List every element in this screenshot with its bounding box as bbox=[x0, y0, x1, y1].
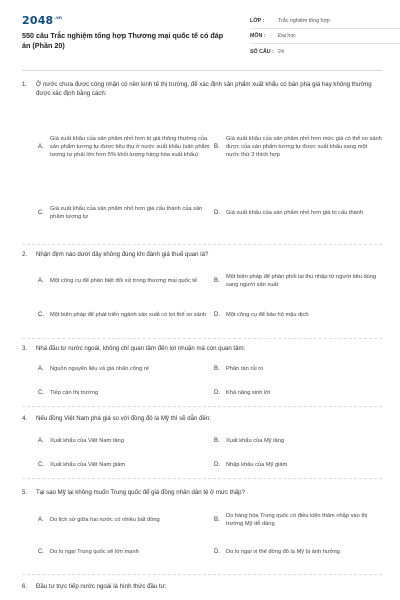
option-c[interactable] bbox=[38, 458, 218, 472]
option-text: Một biện pháp để phát triển ngành sản xuất có lợi thế so sánh bbox=[50, 311, 207, 318]
question-stem bbox=[22, 80, 382, 98]
question-text: Đầu tư trực tiếp nước ngoài là hình thức đầu tư: bbox=[36, 583, 167, 590]
option-a[interactable] bbox=[38, 434, 218, 448]
question-number: 6. bbox=[22, 583, 28, 590]
option-letter: C. bbox=[38, 208, 45, 216]
option-text: Một biện pháp để phân phối lại thu nhập từ người tiêu dùng sang người sản xuất bbox=[226, 273, 377, 288]
question-text: Nhà đầu tư nước ngoài, không chỉ quan tâm đến lợi nhuận mà còn quan tâm: bbox=[36, 345, 246, 352]
meta-value: Trắc nghiệm tổng hợp bbox=[278, 18, 330, 24]
meta-table bbox=[250, 14, 400, 59]
option-d[interactable] bbox=[214, 458, 382, 472]
question-5 bbox=[22, 488, 382, 497]
question-4 bbox=[22, 414, 382, 423]
option-letter: B. bbox=[214, 515, 220, 523]
meta-row-count bbox=[250, 44, 400, 59]
question-6 bbox=[22, 582, 382, 591]
question-2 bbox=[22, 250, 382, 259]
option-text: Xuất khẩu của Việt Nam tăng bbox=[50, 437, 124, 444]
option-letter: C. bbox=[38, 388, 45, 396]
question-separator bbox=[22, 406, 382, 407]
option-letter: D. bbox=[214, 208, 221, 216]
option-text: Khả năng sinh lời bbox=[226, 389, 271, 396]
meta-value: Đại học bbox=[278, 33, 296, 39]
option-d[interactable] bbox=[214, 386, 382, 400]
document-title: 550 câu Trắc nghiệm tổng hợp Thương mại quốc tế có đáp án (Phần 20) bbox=[22, 31, 224, 50]
option-a[interactable] bbox=[38, 110, 218, 184]
option-text: Phân tán rủi ro bbox=[226, 365, 264, 372]
question-separator bbox=[22, 338, 382, 339]
option-letter: A. bbox=[38, 276, 44, 284]
option-letter: B. bbox=[214, 142, 220, 150]
question-3-options bbox=[22, 362, 382, 402]
option-a[interactable] bbox=[38, 266, 218, 296]
question-number: 5. bbox=[22, 489, 28, 496]
question-text: Nếu đồng Việt Nam phá giá so với đồng đô la Mỹ thì sẽ dẫn đến: bbox=[36, 415, 211, 422]
option-text: Giá xuất khẩu của sản phẩm nhỏ hơn giá cấu thành của sản phẩm tương tự bbox=[50, 205, 203, 220]
option-text: Nguồn nguyên liệu và giá nhân công rẻ bbox=[50, 365, 149, 372]
option-b[interactable] bbox=[214, 266, 382, 296]
question-number: 3. bbox=[22, 345, 28, 352]
option-letter: B. bbox=[214, 436, 220, 444]
site-logo[interactable] bbox=[22, 14, 62, 27]
option-text: Do lo ngại vị thế đồng đô la Mỹ bị ảnh hưởng bbox=[226, 548, 340, 555]
option-letter: C. bbox=[38, 310, 45, 318]
option-letter: D. bbox=[214, 310, 221, 318]
option-text: Do lịch sử giữa hai nước có nhiều bất đồng bbox=[50, 516, 160, 523]
option-text: Một công cụ để bảo hộ mậu dịch bbox=[226, 311, 309, 318]
header-divider bbox=[22, 70, 382, 71]
question-stem bbox=[22, 250, 382, 259]
meta-row-subject bbox=[250, 29, 400, 44]
option-letter: C. bbox=[38, 460, 45, 468]
option-letter: D. bbox=[214, 460, 221, 468]
question-number: 2. bbox=[22, 251, 28, 258]
question-text: Nhận định nào dưới đây không đúng khi đánh giá thuế quan là? bbox=[36, 251, 209, 258]
option-b[interactable] bbox=[214, 110, 382, 184]
option-text: Giá xuất khẩu của sản phẩm nhỏ hơn giá trị cấu thành bbox=[226, 209, 364, 216]
question-4-options bbox=[22, 434, 382, 474]
question-separator bbox=[22, 244, 382, 245]
option-c[interactable] bbox=[38, 300, 218, 330]
meta-label: LỚP : bbox=[250, 18, 265, 24]
question-text: Tại sao Mỹ lại không muốn Trung quốc để giá đồng nhân dân tệ ở mức thấp? bbox=[36, 489, 245, 496]
option-a[interactable] bbox=[38, 506, 218, 534]
option-text: Giá xuất khẩu của sản phẩm nhỏ hơn trị giá thông thường của sản phẩm tương tự được tiêu thụ ở nước xuất khẩu (sản phẩm tương tự phải lớn hơn 5% khối lượng hàng hóa xuất khẩu) bbox=[50, 135, 210, 159]
option-text: Do hàng hóa Trung quốc có điều kiện thâm nhập vào thị trường Mỹ dễ dàng bbox=[226, 512, 368, 527]
option-text: Xuất khẩu của Việt Nam giảm bbox=[50, 461, 126, 468]
option-letter: A. bbox=[38, 364, 44, 372]
question-number: 1. bbox=[22, 81, 28, 88]
option-d[interactable] bbox=[214, 538, 382, 566]
option-text: Một công cụ để phân biệt đối xử trong thương mại quốc tế bbox=[50, 277, 197, 284]
option-d[interactable] bbox=[214, 184, 382, 242]
question-3 bbox=[22, 344, 382, 353]
question-stem bbox=[22, 344, 382, 353]
option-text: Xuất khẩu của Mỹ tăng bbox=[226, 437, 285, 444]
option-letter: A. bbox=[38, 515, 44, 523]
option-b[interactable] bbox=[214, 362, 382, 376]
question-2-options bbox=[22, 266, 382, 332]
option-c[interactable] bbox=[38, 538, 218, 566]
meta-row-class bbox=[250, 14, 400, 29]
option-text: Giá xuất khẩu của sản phẩm nhỏ hơn mức giá có thể so sánh được của sản phẩm tương tự được xuất khẩu sang một nước thứ 3 thích hợp bbox=[226, 135, 382, 159]
option-text: Nhập khẩu của Mỹ giảm bbox=[226, 461, 288, 468]
option-b[interactable] bbox=[214, 434, 382, 448]
option-letter: D. bbox=[214, 547, 221, 555]
option-d[interactable] bbox=[214, 300, 382, 330]
option-letter: C. bbox=[38, 547, 45, 555]
question-separator bbox=[22, 478, 382, 479]
option-b[interactable] bbox=[214, 506, 382, 534]
option-letter: D. bbox=[214, 388, 221, 396]
document-header bbox=[22, 14, 382, 60]
question-number: 4. bbox=[22, 415, 28, 422]
meta-label: MÔN : bbox=[250, 33, 266, 39]
option-text: Tiếp cận thị trường bbox=[50, 389, 99, 396]
option-letter: B. bbox=[214, 364, 220, 372]
question-1 bbox=[22, 80, 382, 98]
question-separator bbox=[22, 574, 382, 575]
question-5-options bbox=[22, 506, 382, 570]
question-1-options bbox=[22, 110, 382, 270]
question-text: Ở nước chưa được công nhận có nền kinh tế thị trường, để xác định sản phẩm xuất khẩu có bán phá giá hay không thường được xác định bằng cách: bbox=[36, 81, 372, 97]
option-c[interactable] bbox=[38, 386, 218, 400]
meta-label: SỐ CÂU : bbox=[250, 48, 274, 55]
option-letter: A. bbox=[38, 436, 44, 444]
question-stem bbox=[22, 488, 382, 497]
logo-suffix: .vn bbox=[54, 15, 62, 21]
option-a[interactable] bbox=[38, 362, 218, 376]
option-letter: B. bbox=[214, 276, 220, 284]
meta-value: 24 bbox=[278, 48, 284, 55]
question-stem bbox=[22, 414, 382, 423]
option-text: Do lo ngại Trung quốc sẽ lớn mạnh bbox=[50, 548, 139, 555]
option-c[interactable] bbox=[38, 184, 218, 242]
logo-number: 2048 bbox=[22, 14, 54, 27]
question-stem bbox=[22, 582, 382, 591]
option-letter: A. bbox=[38, 142, 44, 150]
